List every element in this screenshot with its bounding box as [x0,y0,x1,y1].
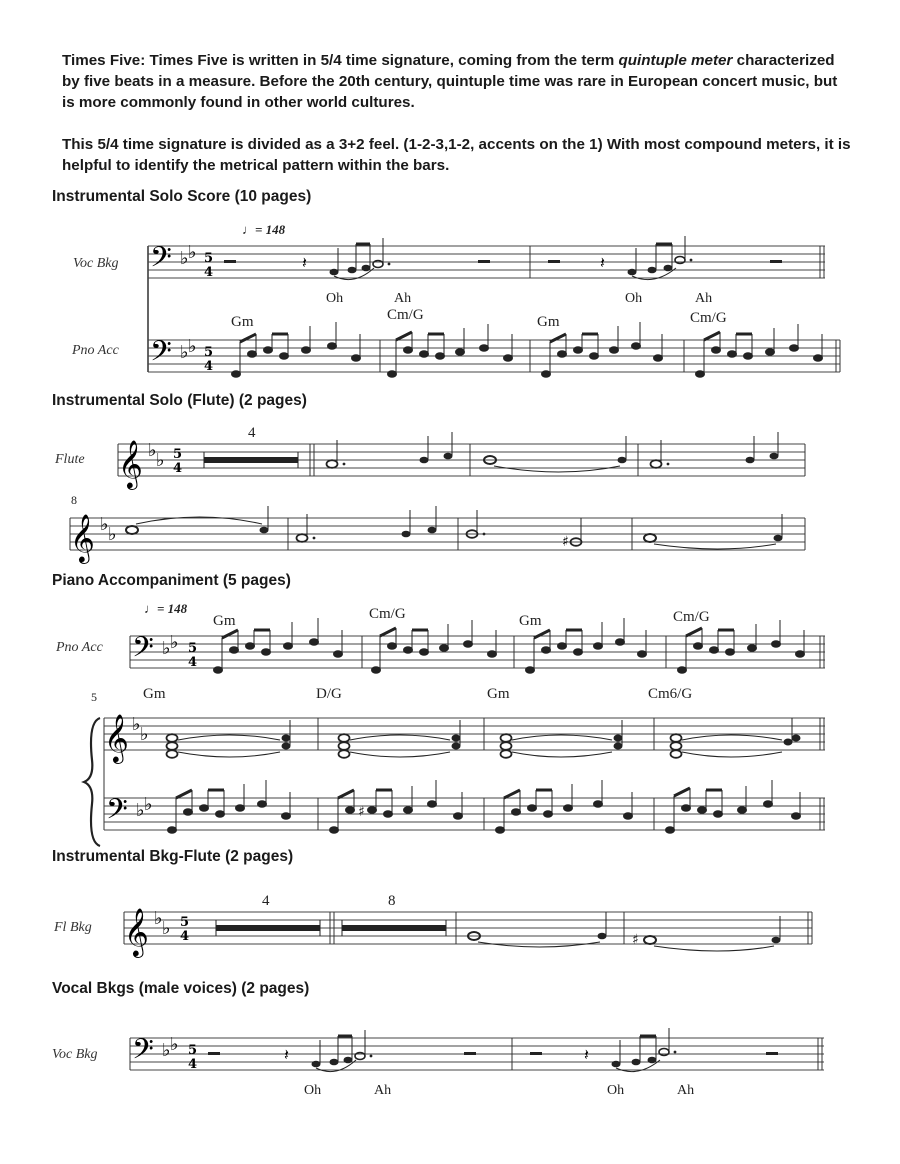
score-system-1 [0,230,900,390]
svg-text:4: 4 [188,655,198,670]
score-system-fl-bkg [0,898,900,958]
svg-text:♯: ♯ [358,804,365,820]
svg-text:♭: ♭ [136,800,145,821]
chord-symbol: Gm [213,613,236,629]
lyric-ah: Ah [394,291,412,306]
tempo-marking: ♩= 148 [144,601,188,616]
bass-clef-icon: 𝄢 [150,335,172,375]
svg-text:4: 4 [188,1057,198,1072]
brace-icon [84,718,100,846]
svg-text:♯: ♯ [562,534,569,550]
svg-text:♭: ♭ [188,242,197,263]
svg-text:4: 4 [173,461,183,476]
treble-clef-icon: 𝄞 [104,713,129,762]
svg-text:𝄽: 𝄽 [302,253,307,272]
svg-text:♭: ♭ [156,450,165,471]
instrument-label-pno-acc: Pno Acc [72,343,119,358]
bass-clef-icon: 𝄢 [132,631,154,671]
treble-clef-icon: 𝄞 [70,513,95,562]
instrument-label-voc-bkg: Voc Bkg [73,256,119,271]
svg-text:♭: ♭ [188,336,197,357]
svg-text:♭: ♭ [170,1034,179,1055]
svg-text:♯: ♯ [632,932,639,948]
svg-text:5: 5 [204,345,214,360]
instrument-label-flute: Flute [55,452,85,467]
measure-number: 5 [91,690,97,704]
section-heading-bkg-flute: Instrumental Bkg-Flute (2 pages) [52,848,294,865]
chord-symbol: Cm/G [369,606,406,622]
svg-text:♭: ♭ [154,908,163,929]
svg-text:♭: ♭ [140,724,149,745]
svg-text:4: 4 [204,359,214,374]
multirest-count: 4 [262,893,270,909]
chord-symbol: Cm/G [690,310,727,326]
svg-text:5: 5 [180,915,190,930]
chord-symbol: Cm6/G [648,686,693,702]
chord-symbol: Gm [143,686,166,702]
lyric-oh: Oh [326,291,344,306]
svg-text:♭: ♭ [108,524,117,545]
intro-paragraph-meter: Times Five: Times Five is written in 5/4 time signature, coming from the term quintuple meter characterized by five beats in a measure. Before the 20th century, quintuple time was rare in European concert music, but is more commonly found in other world cultures. [62,52,838,111]
svg-text:♭: ♭ [180,248,189,269]
staff-flute-2 [70,518,805,550]
chord-symbol: Gm [537,314,560,330]
multirest-count: 8 [388,893,396,909]
lyric-ah: Ah [695,291,713,306]
svg-text:4: 4 [180,929,190,944]
svg-text:♭: ♭ [162,638,171,659]
svg-text:♭: ♭ [132,714,141,735]
instrument-label-voc-bkg: Voc Bkg [52,1047,98,1062]
treble-clef-icon: 𝄞 [118,439,143,488]
chord-symbol: Cm/G [387,307,424,323]
svg-text:♭: ♭ [148,440,157,461]
svg-text:♭: ♭ [162,1040,171,1061]
score-system-piano [0,620,900,850]
instrument-label-fl-bkg: Fl Bkg [54,920,92,935]
lyric-oh: Oh [607,1083,625,1098]
section-heading-solo-score: Instrumental Solo Score (10 pages) [52,188,312,205]
section-heading-vocal-bkgs: Vocal Bkgs (male voices) (2 pages) [52,980,310,997]
svg-text:𝄽: 𝄽 [584,1045,589,1064]
measure-number: 8 [71,493,77,507]
score-system-voc-bkg [0,1022,900,1092]
treble-clef-icon: 𝄞 [124,907,149,956]
chord-symbol: Gm [519,613,542,629]
bass-clef-icon: 𝄢 [106,793,128,833]
svg-text:𝄽: 𝄽 [284,1045,289,1064]
section-heading-piano: Piano Accompaniment (5 pages) [52,572,291,589]
chord-symbol: Gm [231,314,254,330]
svg-text:♭: ♭ [100,514,109,535]
bass-clef-icon: 𝄢 [132,1033,154,1073]
lyric-oh: Oh [304,1083,322,1098]
lyric-ah: Ah [677,1083,695,1098]
chord-symbol: Cm/G [673,609,710,625]
svg-text:♭: ♭ [170,632,179,653]
bass-clef-icon: 𝄢 [150,241,172,281]
intro-paragraph-feel: This 5/4 time signature is divided as a 3+2 feel. (1-2-3,1-2, accents on the 1) With most compound meters, it is helpful to identify the metrical pattern within the bars. [62,136,851,174]
svg-text:♭: ♭ [180,342,189,363]
section-heading-flute: Instrumental Solo (Flute) (2 pages) [52,392,307,409]
lyric-oh: Oh [625,291,643,306]
svg-text:♭: ♭ [162,918,171,939]
instrument-label-pno-acc: Pno Acc [56,640,103,655]
staff-voc-bkg [130,1038,824,1070]
svg-text:5: 5 [188,641,198,656]
svg-text:♭: ♭ [144,794,153,815]
svg-text:5: 5 [173,447,183,462]
multirest-count: 4 [248,425,256,441]
chord-symbol: D/G [316,686,342,702]
chord-symbol: Gm [487,686,510,702]
svg-text:𝄽: 𝄽 [600,253,605,272]
svg-text:5: 5 [188,1043,198,1058]
svg-text:4: 4 [204,265,214,280]
score-system-flute [0,430,900,570]
staff-pno-treble [104,718,825,750]
svg-text:5: 5 [204,251,214,266]
lyric-ah: Ah [374,1083,392,1098]
tempo-marking: ♩= 148 [242,222,286,237]
